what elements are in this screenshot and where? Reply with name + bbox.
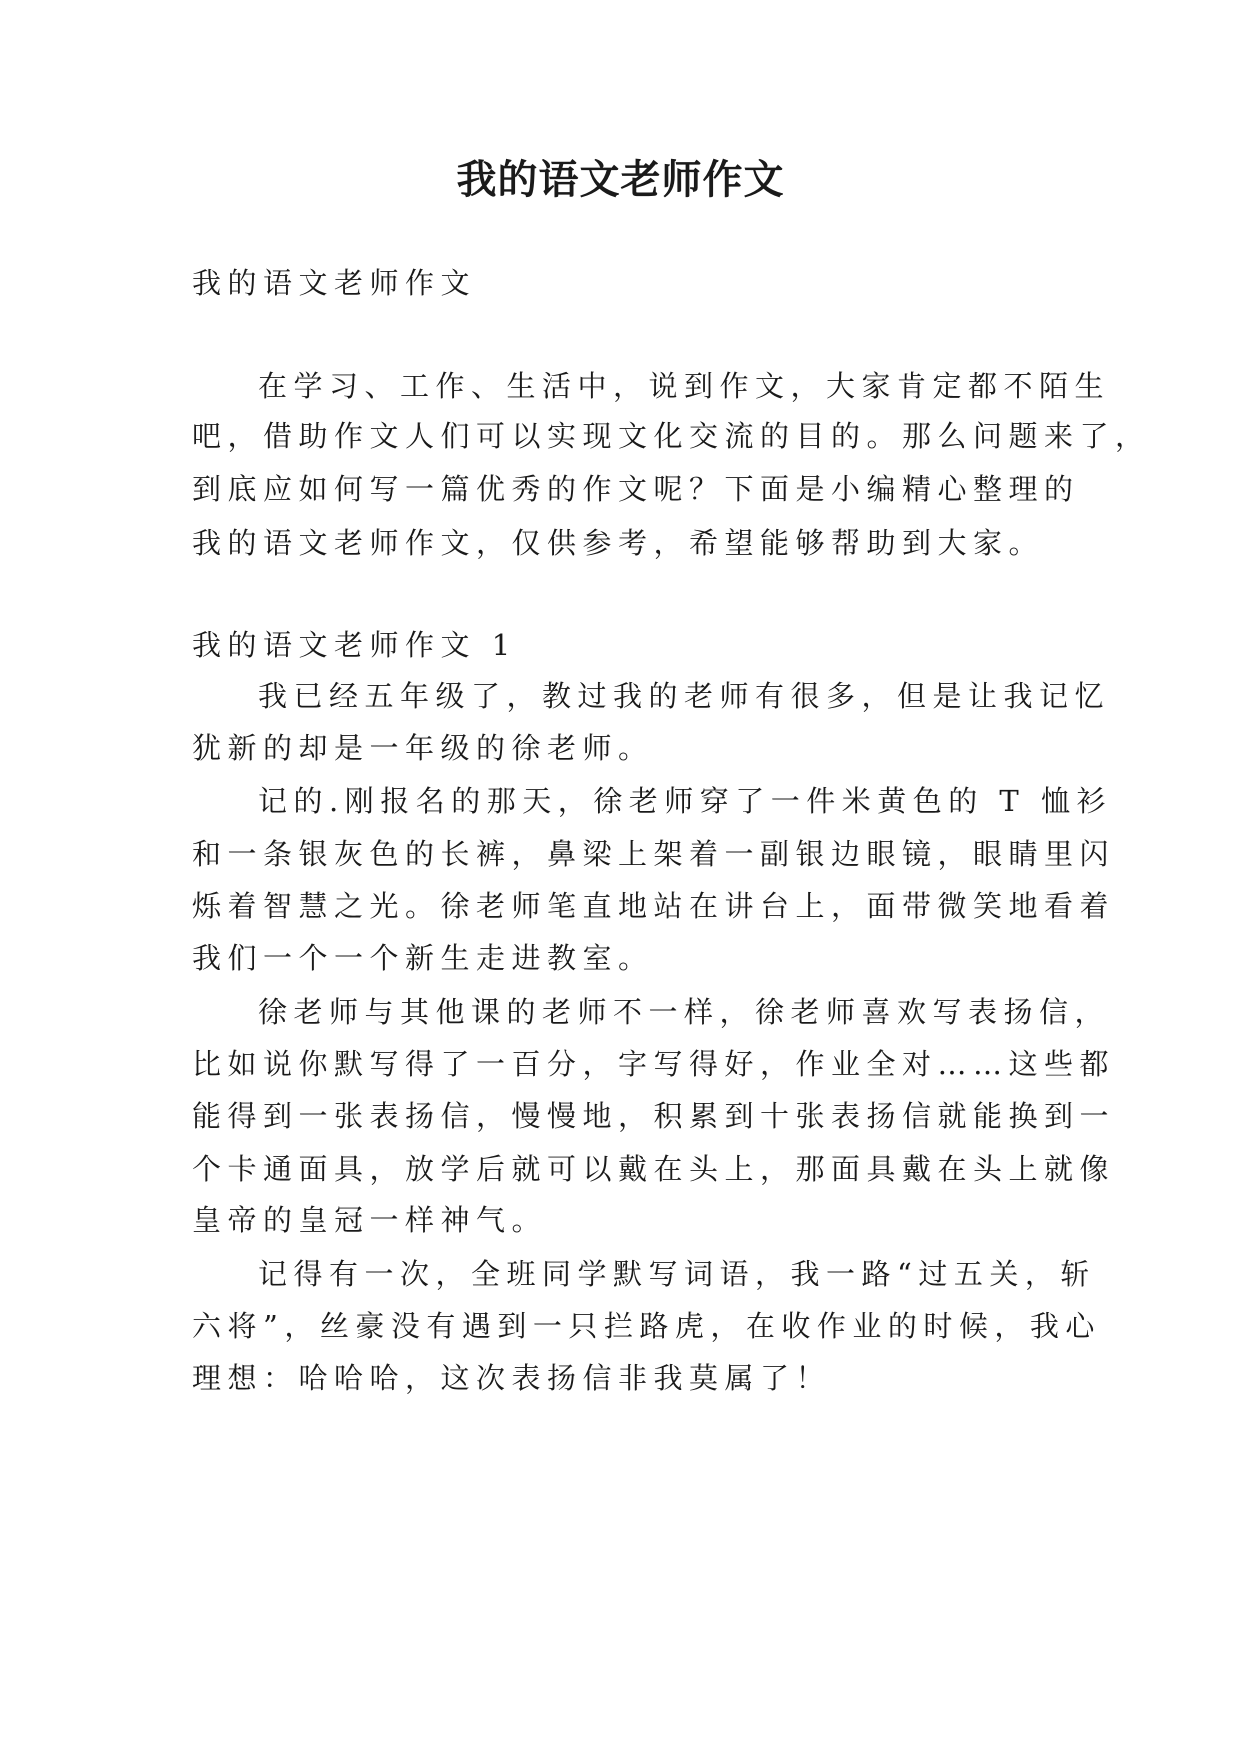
body-line: 理想：哈哈哈，这次表扬信非我莫属了！	[192, 1361, 832, 1395]
section-heading: 我的语文老师作文 1	[192, 628, 517, 662]
intro-line: 我的语文老师作文，仅供参考，希望能够帮助到大家。	[192, 526, 1045, 560]
document-title: 我的语文老师作文	[456, 157, 785, 203]
intro-line: 在学习、工作、生活中，说到作文，大家肯定都不陌生	[258, 369, 1111, 403]
body-line: 记得有一次，全班同学默写词语，我一路“过五关，斩	[258, 1257, 1096, 1291]
body-line: 能得到一张表扬信，慢慢地，积累到十张表扬信就能换到一	[192, 1099, 1116, 1133]
body-line: 我已经五年级了，教过我的老师有很多，但是让我记忆	[258, 679, 1111, 713]
body-line: 烁着智慧之光。徐老师笔直地站在讲台上，面带微笑地看着	[192, 889, 1116, 923]
body-line: 皇帝的皇冠一样神气。	[192, 1203, 548, 1237]
body-line: 个卡通面具，放学后就可以戴在头上，那面具戴在头上就像	[192, 1152, 1116, 1186]
body-line: 比如说你默写得了一百分，字写得好，作业全对……这些都	[192, 1047, 1116, 1081]
body-line: 我们一个一个新生走进教室。	[192, 941, 654, 975]
intro-line: 到底应如何写一篇优秀的作文呢？下面是小编精心整理的	[192, 472, 1080, 506]
body-line: 和一条银灰色的长裤，鼻梁上架着一副银边眼镜，眼睛里闪	[192, 837, 1116, 871]
body-line: 徐老师与其他课的老师不一样，徐老师喜欢写表扬信，	[258, 995, 1111, 1029]
body-line: 犹新的却是一年级的徐老师。	[192, 731, 654, 765]
document-subtitle: 我的语文老师作文	[192, 266, 477, 300]
intro-line: 吧，借助作文人们可以实现文化交流的目的。那么问题来了，	[192, 419, 1151, 453]
body-line: 记的.刚报名的那天，徐老师穿了一件米黄色的 T 恤衫	[258, 784, 1112, 818]
body-line: 六将”，丝豪没有遇到一只拦路虎，在收作业的时候，我心	[192, 1309, 1101, 1343]
